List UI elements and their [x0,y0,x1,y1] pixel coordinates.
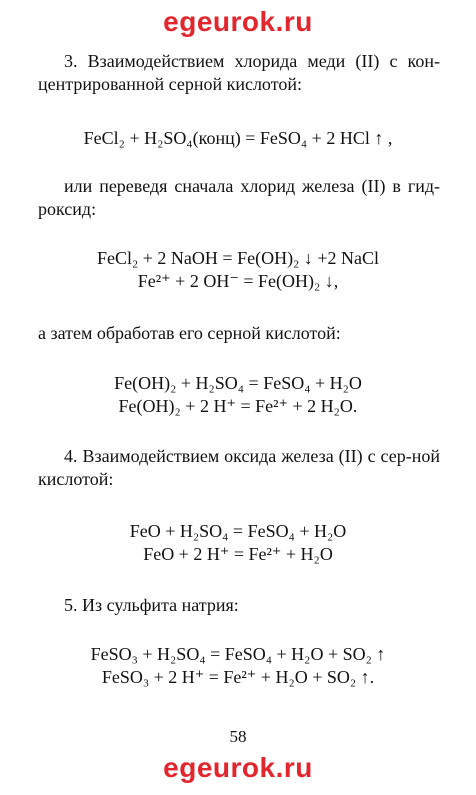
paragraph-alternative: или переведя сначала хлорид железа (II) в гид-роксид: [38,176,440,219]
equation-3: Fe²⁺ + 2 OH⁻ = Fe(OH)₂ ↓, [137,271,339,291]
paragraph-4: 4. Взаимодействием оксида железа (II) с сер-ной кислотой: [38,446,440,489]
equation-group-2 [0,247,476,293]
watermark-bottom: egeurok.ru [163,752,313,783]
equation-7: FeO + 2 H⁺ = Fe²⁺ + H₂O [143,544,333,564]
equation-6: FeO + H₂SO₄ = FeSO₄ + H₂O [129,521,347,541]
paragraph-then: а затем обработав его серной кислотой: [38,323,341,343]
equation-4: Fe(OH)₂ + H₂SO₄ = FeSO₄ + H₂O [114,373,362,393]
equation-group-3 [0,372,476,418]
paragraph-5: 5. Из сульфита натрия: [64,595,239,615]
equation-8: FeSO₃ + H₂SO₄ = FeSO₄ + H₂O + SO₂ ↑ [90,644,386,664]
paragraph-3: 3. Взаимодействием хлорида меди (II) с кон-центрированной серной кислотой: [38,51,440,94]
equation-group-4 [0,520,476,566]
equation-9: FeSO₃ + 2 H⁺ = Fe²⁺ + H₂O + SO₂ ↑. [101,667,375,687]
equation-group-5 [0,643,476,689]
page-number: 58 [229,727,247,746]
equation-2: FeCl₂ + 2 NaOH = Fe(OH)₂ ↓ +2 NaCl [97,248,379,268]
equation-1: FeCl₂ + H₂SO₄(конц) = FeSO₄ + 2 HCl ↑ , [83,128,393,148]
equation-group-1 [0,127,476,150]
equation-5: Fe(OH)₂ + 2 H⁺ = Fe²⁺ + 2 H₂O. [118,396,358,416]
watermark-top: egeurok.ru [163,6,313,37]
